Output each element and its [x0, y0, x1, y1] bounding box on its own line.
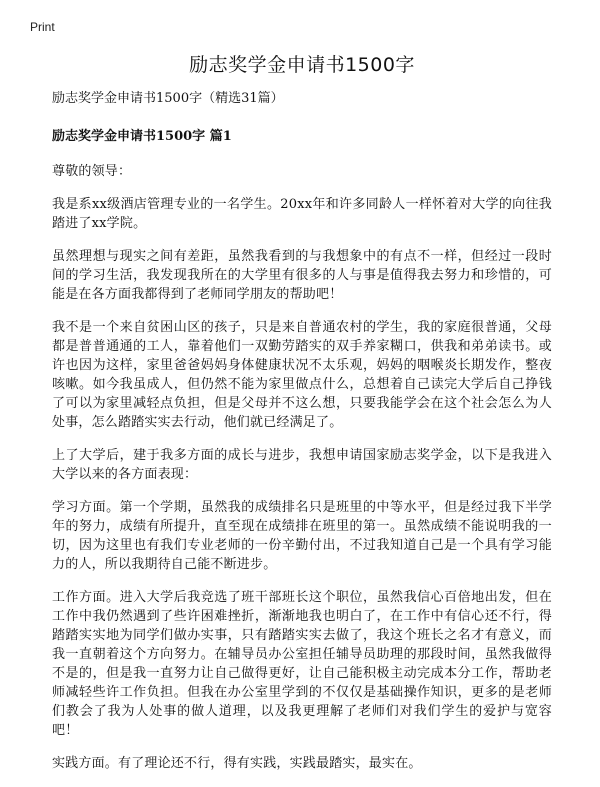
- section-heading: 励志奖学金申请书1500字 篇1: [52, 129, 232, 144]
- paragraph-1: 我是系xx级酒店管理专业的一名学生。20xx年和许多同龄人一样怀着对大学的向往我踏进了xx学院。: [52, 197, 552, 231]
- paragraph-4: 上了大学后，建于我多方面的成长与进步，我想申请国家励志奖学金，以下是我进入大学以来的各方面表现：: [52, 448, 552, 482]
- paragraph-6: 工作方面。进入大学后我竞选了班干部班长这个职位，虽然我信心百倍地出发，但在工作中我仍然遇到了些许困难挫折，渐渐地我也明白了，在工作中有信心还不行，得踏踏实实地为同学们做办实事，只有踏踏实实去做了，我这个班长之名才有意义，而我一直朝着这个方向努力。在辅导员办公室担任辅导员助理的那段时间，虽然我做得不是的，但是我一直努力让自己做得更好，让自己能积极主动完成本分工作，帮助老师减轻些许工作负担。但我在办公室里学到的不仅仅是基础操作知识，更多的是老师们教会了我为人处事的做人道理，以及我更理解了老师们对我们学生的爱护与宽容吧！: [52, 590, 552, 738]
- greeting: 尊敬的领导：: [52, 164, 132, 179]
- document-title: 励志奖学金申请书1500字: [189, 54, 415, 76]
- paragraph-7: 实践方面。有了理论还不行，得有实践，实践最踏实，最实在。: [52, 756, 422, 771]
- paragraph-5: 学习方面。第一个学期，虽然我的成绩排名只是班里的中等水平，但是经过我下半学年的努力，成绩有所提升，直至现在成绩排在班里的第一。虽然成绩不能说明我的一切，因为这里也有我们专业老师的一份辛勤付出，不过我知道自己是一个具有学习能力的人，所以我期待自己能不断进步。: [52, 500, 552, 572]
- print-link[interactable]: Print: [30, 20, 55, 34]
- document-page: [52, 52, 552, 787]
- document-subtitle: 励志奖学金申请书1500字（精选31篇）: [52, 91, 284, 106]
- paragraph-3: 我不是一个来自贫困山区的孩子，只是来自普通农村的学生，我的家庭很普通，父母都是普普通通的工人，靠着他们一双勤劳踏实的双手养家糊口，供我和弟弟读书。或许也因为这样，家里爸爸妈妈身体健康状况不太乐观，妈妈的咽喉炎长期发作，整夜咳嗽。如今我虽成人，但仍然不能为家里做点什么，总想着自己读完大学后自己挣钱了可以为家里减轻点负担，但是父母并不这么想，只要我能学会在这个社会怎么为人处事，怎么踏踏实实去行动，他们就已经满足了。: [52, 320, 552, 430]
- paragraph-2: 虽然理想与现实之间有差距，虽然我看到的与我想象中的有点不一样，但经过一段时间的学习生活，我发现我所在的大学里有很多的人与事是值得我去努力和珍惜的，可能是在各方面我都得到了老师同学朋友的帮助吧！: [52, 249, 552, 302]
